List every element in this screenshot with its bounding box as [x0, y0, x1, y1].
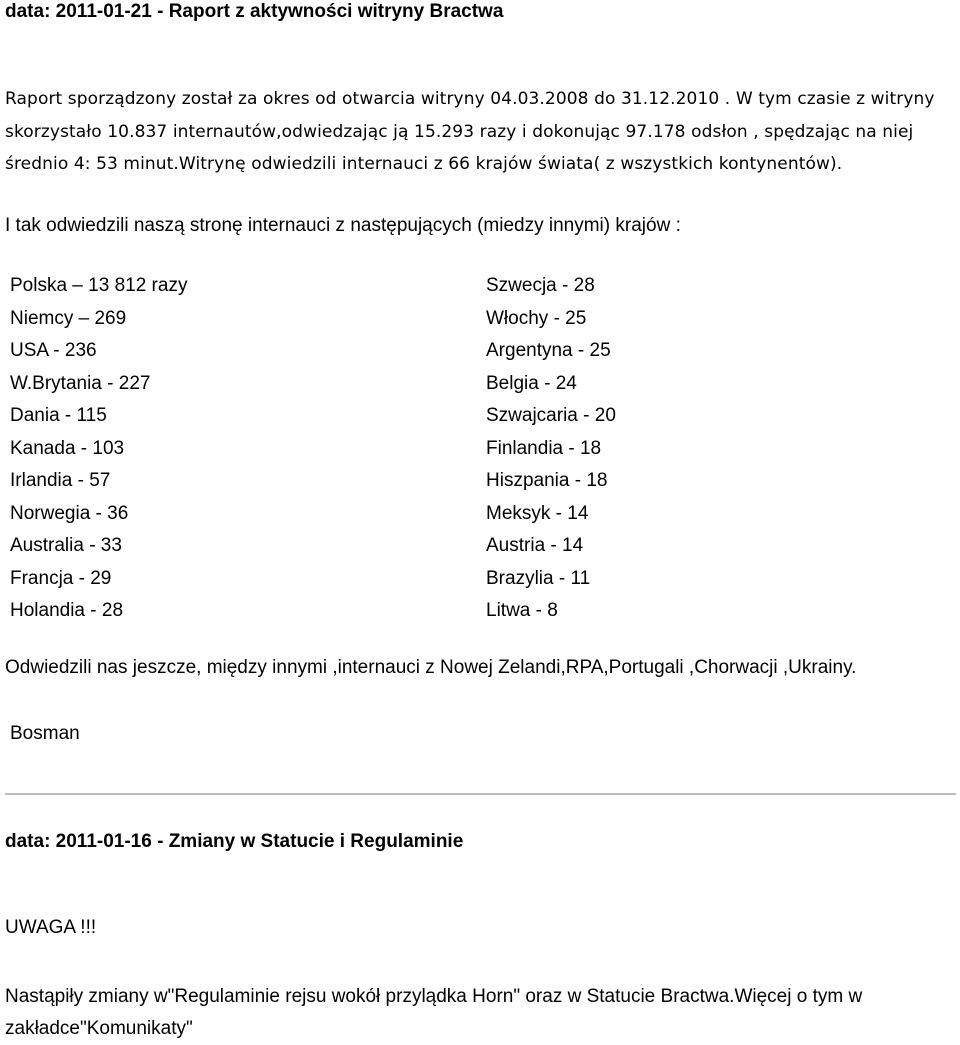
report-summary-paragraph [5, 83, 957, 181]
country-item: USA - 236 [10, 340, 97, 361]
country-item: Meksyk - 14 [486, 502, 589, 524]
country-item: Szwajcaria - 20 [486, 405, 616, 426]
country-item: Dania - 115 [10, 405, 107, 426]
country-item: Szwecja - 28 [486, 275, 595, 296]
country-item: Austria - 14 [486, 535, 584, 556]
countries-intro-text: I tak odwiedzili naszą stronę internauci z następujących (miedzy innymi) krajów : [5, 215, 681, 236]
country-column-right [486, 274, 616, 632]
country-item: Australia - 33 [10, 535, 122, 556]
post-signature: Bosman [10, 723, 80, 744]
statute-change-text: Nastąpiły zmiany w"Regulaminie rejsu wokół przylądka Horn" oraz w Statucie Bractwa.Więcej o tym w zakładce"Komunikaty" [5, 986, 863, 1039]
country-item: Irlandia - 57 [10, 470, 111, 491]
report-summary-text: Raport sporządzony został za okres od otwarcia witryny 04.03.2008 do 31.12.2010 . W tym czasie z witryny skorzystało 10.837 internautów,odwiedzając ją 15.293 razy i dokonując 97.178 odsłon , spędzając na niej średnio 4: 53 minut.Witrynę odwiedzili internauci z 66 krajów świata( z wszystkich kontynentów). [5, 89, 935, 174]
country-item: Kanada - 103 [10, 437, 125, 459]
country-item: Brazylia - 11 [486, 567, 591, 589]
country-item: Holandia - 28 [10, 600, 124, 621]
country-item: Litwa - 8 [486, 600, 558, 621]
country-item: Niemcy – 269 [10, 307, 127, 329]
country-item: W.Brytania - 227 [10, 372, 151, 394]
post-heading-activity-report: data: 2011-01-21 - Raport z aktywności witryny Bractwa [5, 1, 504, 22]
statute-change-notice [5, 981, 955, 1045]
country-item: Hiszpania - 18 [486, 470, 608, 491]
post-divider [5, 793, 956, 795]
alert-text: UWAGA !!! [5, 917, 97, 938]
country-item: Argentyna - 25 [486, 340, 611, 361]
country-item: Belgia - 24 [486, 372, 577, 394]
other-countries-text: Odwiedzili nas jeszcze, między innymi ,internauci z Nowej Zelandi,RPA,Portugali ,Chorwacji ,Ukrainy. [5, 657, 857, 678]
country-item: Włochy - 25 [486, 307, 587, 329]
country-item: Norwegia - 36 [10, 502, 129, 524]
country-item: Polska – 13 812 razy [10, 275, 188, 296]
country-item: Finlandia - 18 [486, 437, 602, 459]
post-heading-statute-changes: data: 2011-01-16 - Zmiany w Statucie i Regulaminie [5, 831, 464, 852]
country-column-left [10, 274, 187, 632]
country-item: Francja - 29 [10, 567, 112, 589]
